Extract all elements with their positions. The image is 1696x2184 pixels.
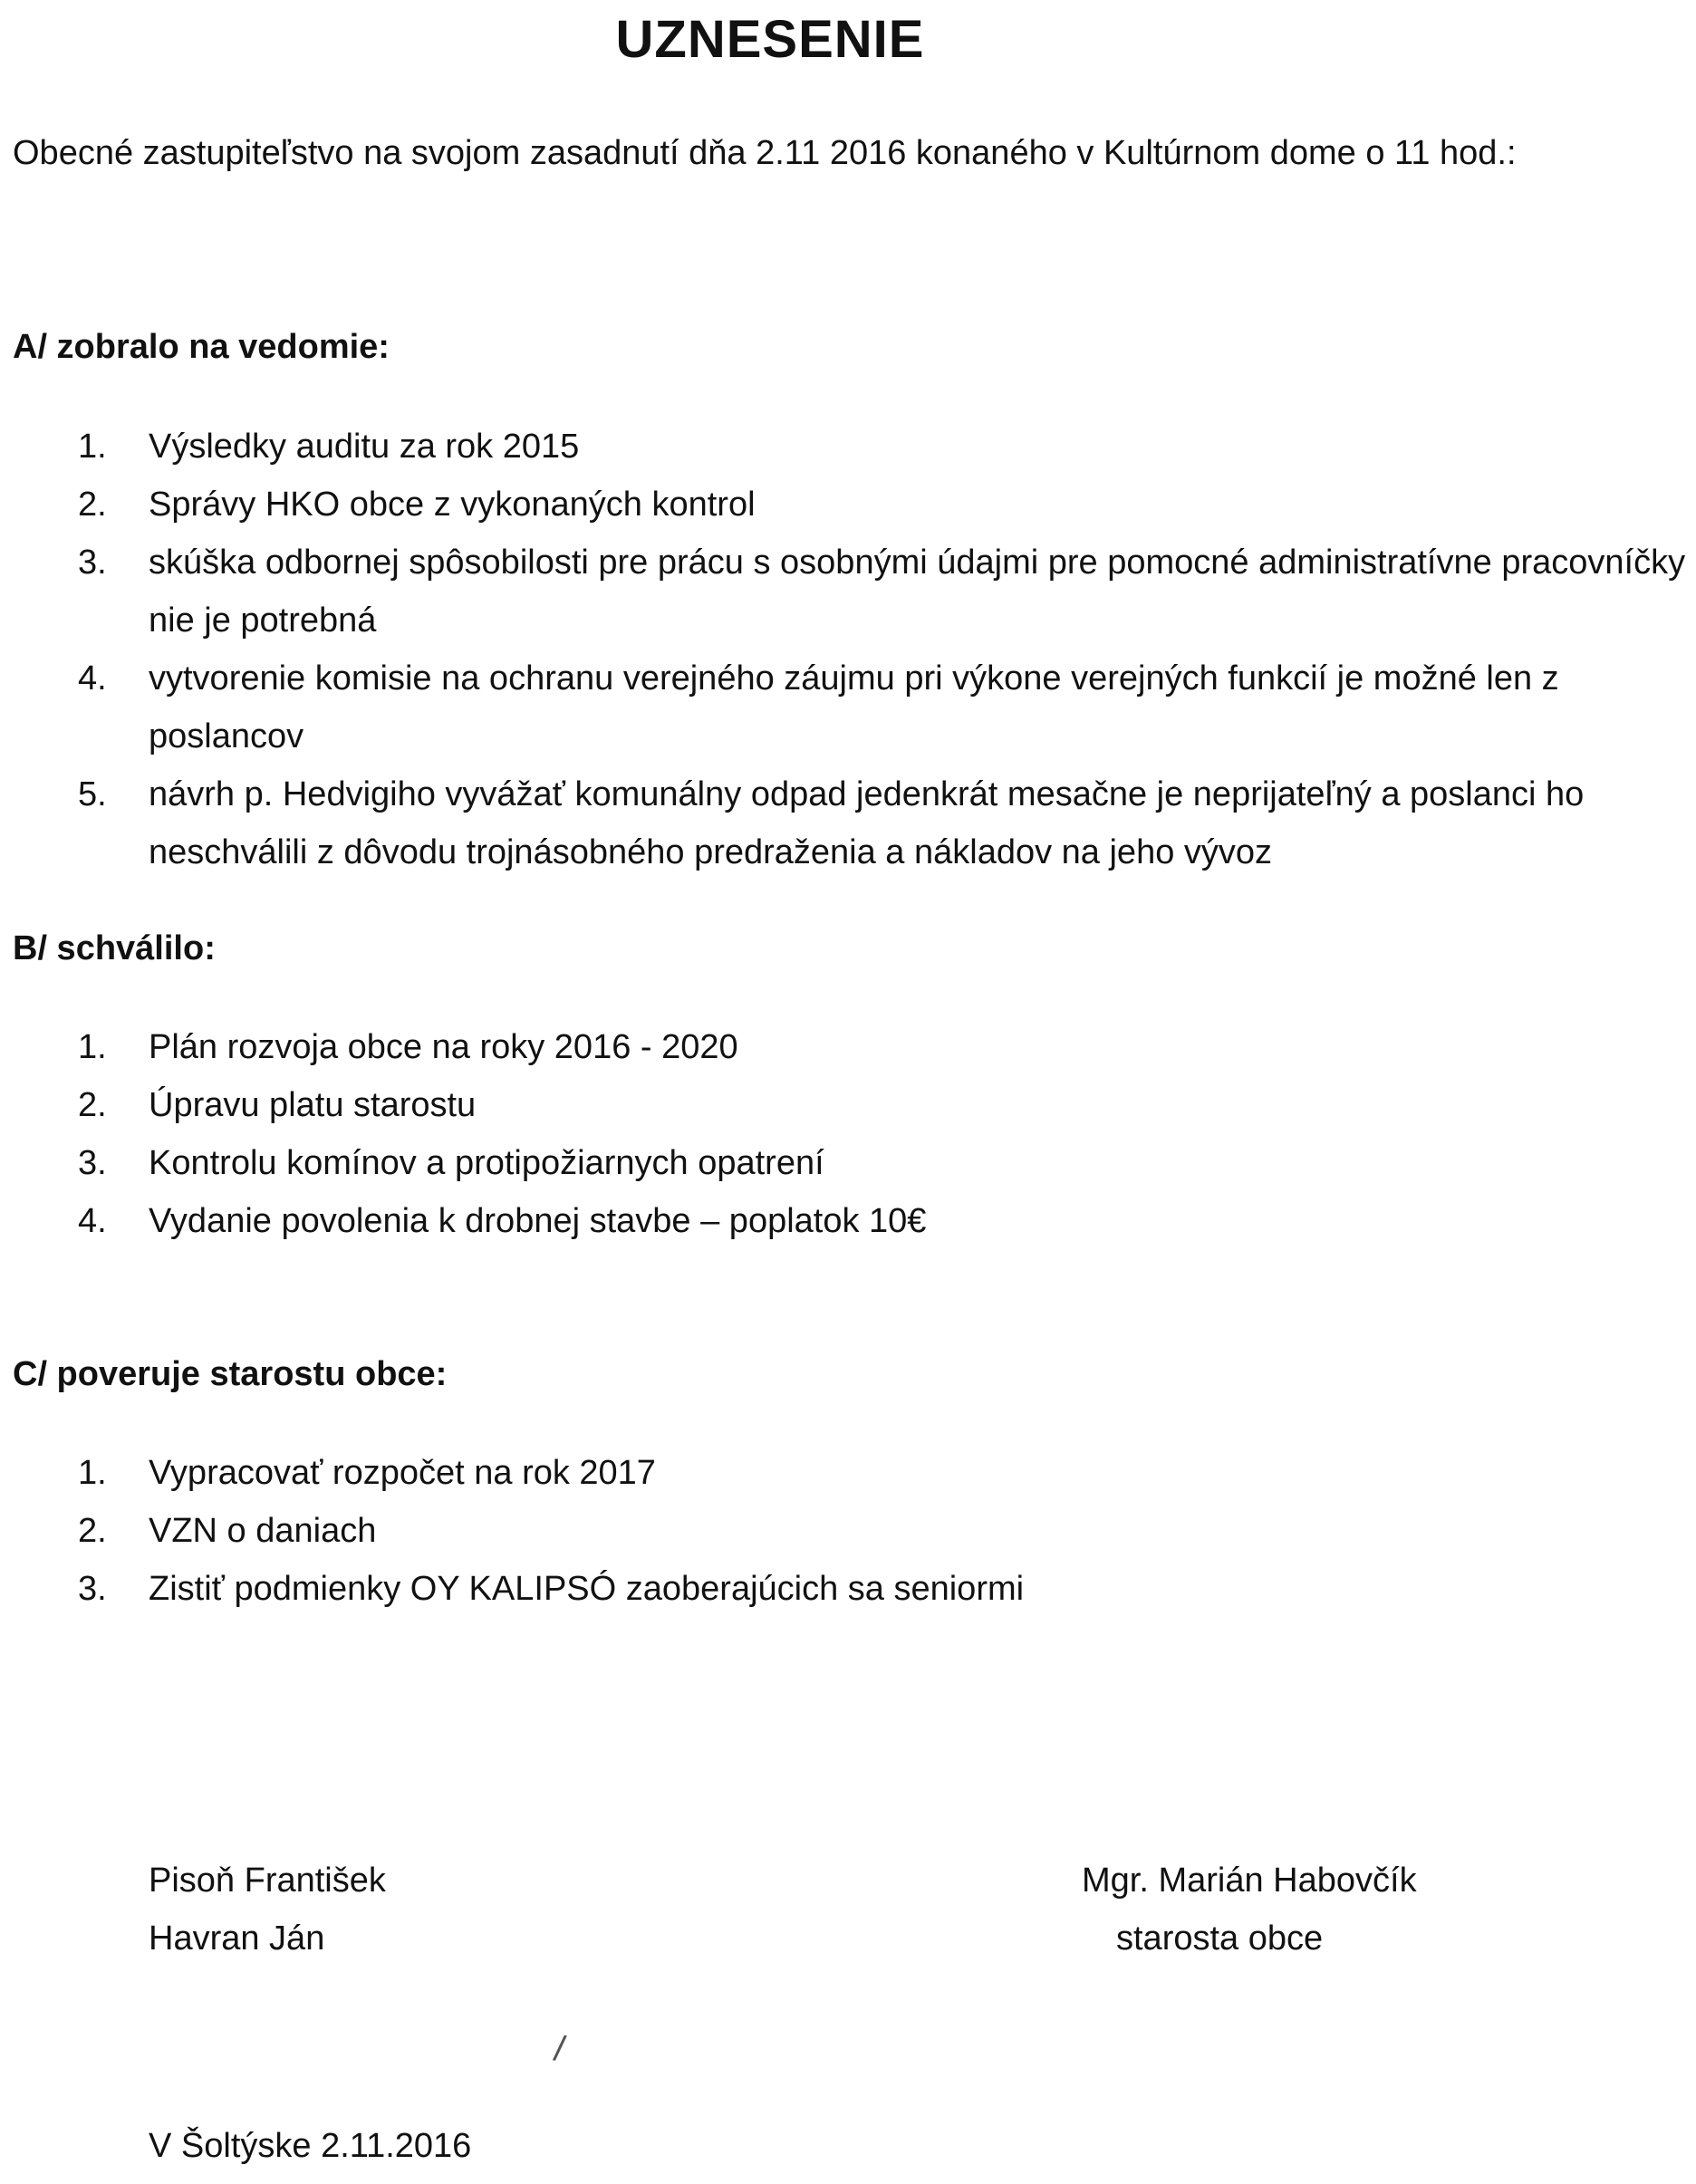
list-item-number: 1.	[78, 1454, 107, 1492]
section-c-heading: C/ poveruje starostu obce:	[13, 1355, 448, 1393]
section-a-heading: A/ zobralo na vedomie:	[13, 328, 390, 366]
list-item	[78, 1560, 1691, 1618]
section-b-list	[78, 1018, 1691, 1250]
pen-mark: /	[551, 2028, 568, 2070]
list-item-text: Vypracovať rozpočet na rok 2017	[149, 1454, 656, 1492]
list-item-text: Úpravu platu starostu	[149, 1086, 477, 1124]
signature-block-verifiers	[149, 1852, 386, 1968]
document-title: UZNESENIE	[615, 10, 925, 69]
list-item-number: 3.	[78, 1570, 107, 1608]
list-item	[78, 1134, 1691, 1192]
list-item-number: 4.	[78, 659, 107, 698]
list-item-number: 2.	[78, 1086, 107, 1124]
mayor-title: starosta obce	[1116, 1919, 1324, 1958]
list-item-number: 4.	[78, 1202, 107, 1240]
list-item-number: 1.	[78, 1028, 107, 1066]
list-item-number: 2.	[78, 1512, 107, 1550]
list-item-text: Zistiť podmienky OY KALIPSÓ zaoberajúcich sa seniormi	[149, 1570, 1025, 1608]
list-item-number: 2.	[78, 486, 107, 524]
verifier-name-1: Pisoň František	[149, 1862, 386, 1900]
section-c-list	[78, 1444, 1691, 1618]
list-item	[78, 1018, 1691, 1076]
list-item	[78, 649, 1691, 765]
list-item	[78, 418, 1691, 476]
redacted-signature-area	[426, 1785, 698, 2006]
list-item	[78, 1192, 1691, 1250]
mayor-name: Mgr. Marián Habovčík	[1082, 1862, 1417, 1900]
place-and-date: V Šoltýske 2.11.2016	[149, 2127, 472, 2165]
list-item-number: 3.	[78, 544, 107, 582]
list-item-text: vytvorenie komisie na ochranu verejného záujmu pri výkone verejných funkcií je možné len z poslancov	[149, 659, 1559, 755]
signature-block-mayor	[1082, 1852, 1417, 1968]
list-item-number: 1.	[78, 428, 107, 466]
list-item	[78, 534, 1691, 649]
section-b-heading: B/ schválilo:	[13, 929, 216, 967]
intro-paragraph: Obecné zastupiteľstvo na svojom zasadnutí dňa 2.11 2016 konaného v Kultúrnom dome o 11 hod.:	[13, 134, 1517, 172]
list-item	[78, 1076, 1691, 1134]
list-item-number: 5.	[78, 775, 107, 813]
list-item-number: 3.	[78, 1144, 107, 1182]
list-item-text: Plán rozvoja obce na roky 2016 - 2020	[149, 1028, 738, 1066]
verifier-name-2: Havran Ján	[149, 1919, 325, 1958]
list-item-text: Kontrolu komínov a protipožiarnych opatrení	[149, 1144, 824, 1182]
list-item	[78, 1502, 1691, 1560]
list-item-text: Vydanie povolenia k drobnej stavbe – poplatok 10€	[149, 1202, 927, 1240]
list-item-text: návrh p. Hedvigiho vyvážať komunálny odpad jedenkrát mesačne je neprijateľný a poslanci ho neschválili z dôvodu trojnásobného predraženia a nákladov na jeho vývoz	[149, 775, 1585, 871]
list-item-text: Správy HKO obce z vykonaných kontrol	[149, 486, 756, 524]
list-item	[78, 476, 1691, 534]
list-item	[78, 765, 1691, 881]
list-item-text: VZN o daniach	[149, 1512, 377, 1550]
list-item-text: skúška odbornej spôsobilosti pre prácu s osobnými údajmi pre pomocné administratívne pracovníčky nie je potrebná	[149, 544, 1686, 640]
section-a-list	[78, 418, 1691, 881]
list-item	[78, 1444, 1691, 1502]
list-item-text: Výsledky auditu za rok 2015	[149, 428, 580, 466]
